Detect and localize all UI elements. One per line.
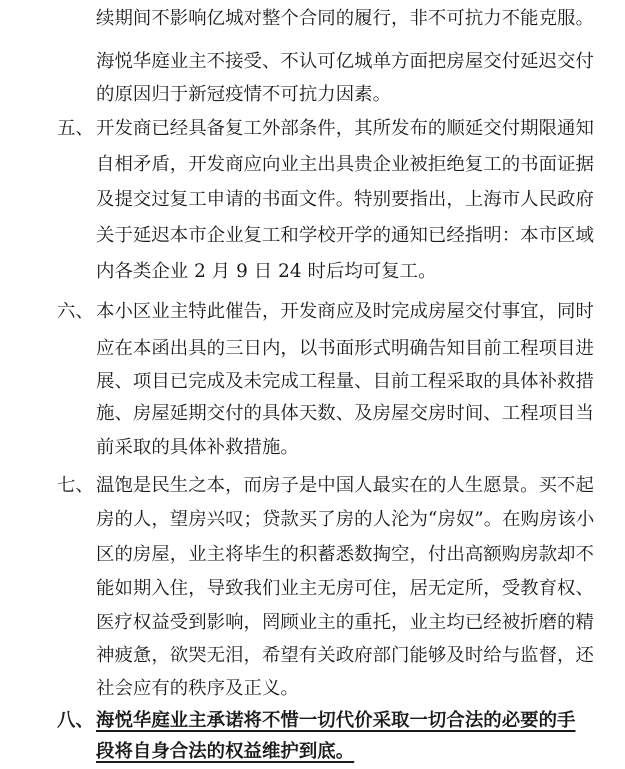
section-line-emphasized: 段将自身合法的权益维护到底。 [96, 741, 355, 762]
section-line: 房的人，望房兴叹；贷款买了房的人沦为“房奴”。在购房该小 [96, 509, 595, 530]
section-line: 开发商已经具备复工外部条件，其所发布的顺延交付期限通知 [96, 118, 594, 139]
section-line: 关于延迟本市企业复工和学校开学的通知已经指明：本市区域 [96, 225, 594, 246]
section-line: 自相矛盾，开发商应向业主出具贵企业被拒绝复工的书面证据 [96, 154, 594, 175]
section-line: 本小区业主特此催告，开发商应及时完成房屋交付事宜，同时 [96, 301, 594, 322]
section-number: 八、 [57, 710, 94, 731]
section-line: 应在本函出具的三日内，以书面形式明确告知目前工程项目进 [96, 338, 594, 359]
section-line: 施、房屋延期交付的具体天数、及房屋交房时间、工程项目当 [96, 403, 594, 424]
continuation-line: 的原因归于新冠疫情不可抗力因素。 [96, 84, 392, 105]
continuation-line: 海悦华庭业主不接受、不认可亿城单方面把房屋交付延迟交付 [96, 51, 594, 72]
section-line: 神疲惫，欲哭无泪，希望有关政府部门能够及时给与监督，还 [96, 645, 594, 666]
section-line-emphasized: 海悦华庭业主承诺将不惜一切代价采取一切合法的必要的手 [96, 710, 576, 731]
section-line: 内各类企业 2 月 9 日 24 时后均可复工。 [96, 261, 437, 282]
section-number: 七、 [57, 475, 94, 496]
section-line: 及提交过复工申请的书面文件。特别要指出，上海市人民政府 [96, 189, 594, 210]
section-line: 能如期入住，导致我们业主无房可住，居无定所，受教育权、 [96, 578, 594, 599]
section-number: 六、 [57, 301, 94, 322]
section-line: 展、项目已完成及未完成工程量、目前工程采取的具体补救措 [96, 371, 594, 392]
section-line: 区的房屋，业主将毕生的积蓄悉数掏空，付出高额购房款却不 [96, 544, 594, 565]
section-line: 社会应有的秩序及正义。 [96, 678, 299, 699]
continuation-line: 续期间不影响亿城对整个合同的履行，非不可抗力不能克服。 [96, 8, 594, 29]
section-line: 医疗权益受到影响，罔顾业主的重托，业主均已经被折磨的精 [96, 612, 594, 633]
section-line: 前采取的具体补救措施。 [96, 437, 299, 458]
section-number: 五、 [57, 118, 94, 139]
section-line: 温饱是民生之本，而房子是中国人最实在的人生愿景。买不起 [96, 475, 594, 496]
